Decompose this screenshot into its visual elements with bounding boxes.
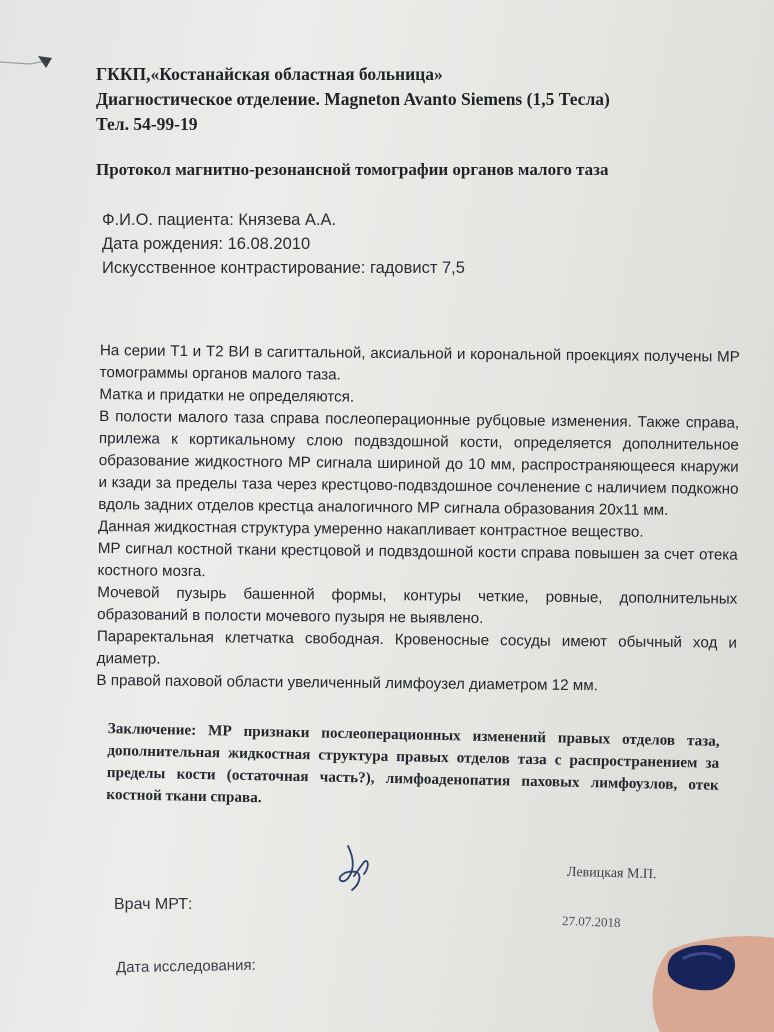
patient-birth-date: Дата рождения: 16.08.2010 <box>102 235 311 253</box>
contrast-info: Искусственное контрастирование: гадовист 7,5 <box>102 259 465 277</box>
findings-paragraph: В правой паховой области увеличенный лимфоузел диаметром 12 мм. <box>96 671 599 695</box>
protocol-title: Протокол магнитно-резонансной томографии органов малого таза <box>96 160 609 179</box>
document-header <box>96 62 610 137</box>
department-line: Диагностическое отделение. Magneton Avanto Siemens (1,5 Тесла) <box>96 89 610 109</box>
findings-paragraph: Данная жидкостная структура умеренно накапливает контрастное вещество. <box>97 517 644 541</box>
phone-line: Тел. 54-99-19 <box>96 114 198 134</box>
findings-text <box>96 340 740 699</box>
thumb-with-nail <box>640 930 774 1032</box>
hospital-name: ГККП,«Костанайская областная больница» <box>96 64 443 84</box>
doctor-label: Врач МРТ: <box>114 896 193 913</box>
study-date-label: Дата исследования: <box>115 956 256 977</box>
findings-paragraph: В полости малого таза справа послеоперационные рубцовые изменения. Также справа, прилежа к кортикальному слою подвздошной кости, определяется дополнительное образование жидкостного МР сигнала шириной до 10 мм, распространяющееся кнаружи и кзади за пределы таза через крестцово-подвздошное сочленение с наличием подкожно вдоль задних отделов крестца аналогичного МР сигнала образования 20х11 мм. <box>98 407 740 519</box>
findings-paragraph: Мочевой пузырь башенной формы, контуры четкие, ровные, дополнительных образований в полости мочевого пузыря не выявлено. <box>97 583 738 628</box>
study-date-value: 27.07.2018 <box>561 912 621 931</box>
staple-mark <box>0 44 60 80</box>
findings-paragraph: Параректальная клетчатка свободная. Кровеносные сосуды имеют обычный ход и диаметр. <box>96 627 737 668</box>
doctor-name: Левицкая М.П. <box>566 864 657 883</box>
findings-paragraph: Матка и придатки не определяются. <box>99 385 355 406</box>
findings-paragraph: На серии Т1 и Т2 ВИ в сагиттальной, аксиальной и корональной проекциях получены МР томограммы органов малого таза. <box>99 341 740 384</box>
conclusion: Заключение: МР признаки послеоперационных изменений правых отделов таза, дополнительная жидкостная структура правых отделов таза с распространением за пределы кости (остаточная часть?), лимфоаденопатия паховых лимфоузлов, отек костной ткани справа. <box>106 719 720 807</box>
findings-paragraph: МР сигнал костной ткани крестцовой и подвздошной кости справа повышен за счет отека костного мозга. <box>97 539 738 581</box>
patient-info <box>102 208 465 280</box>
patient-name: Ф.И.О. пациента: Князева А.А. <box>102 211 337 229</box>
doctor-signature <box>330 840 390 900</box>
